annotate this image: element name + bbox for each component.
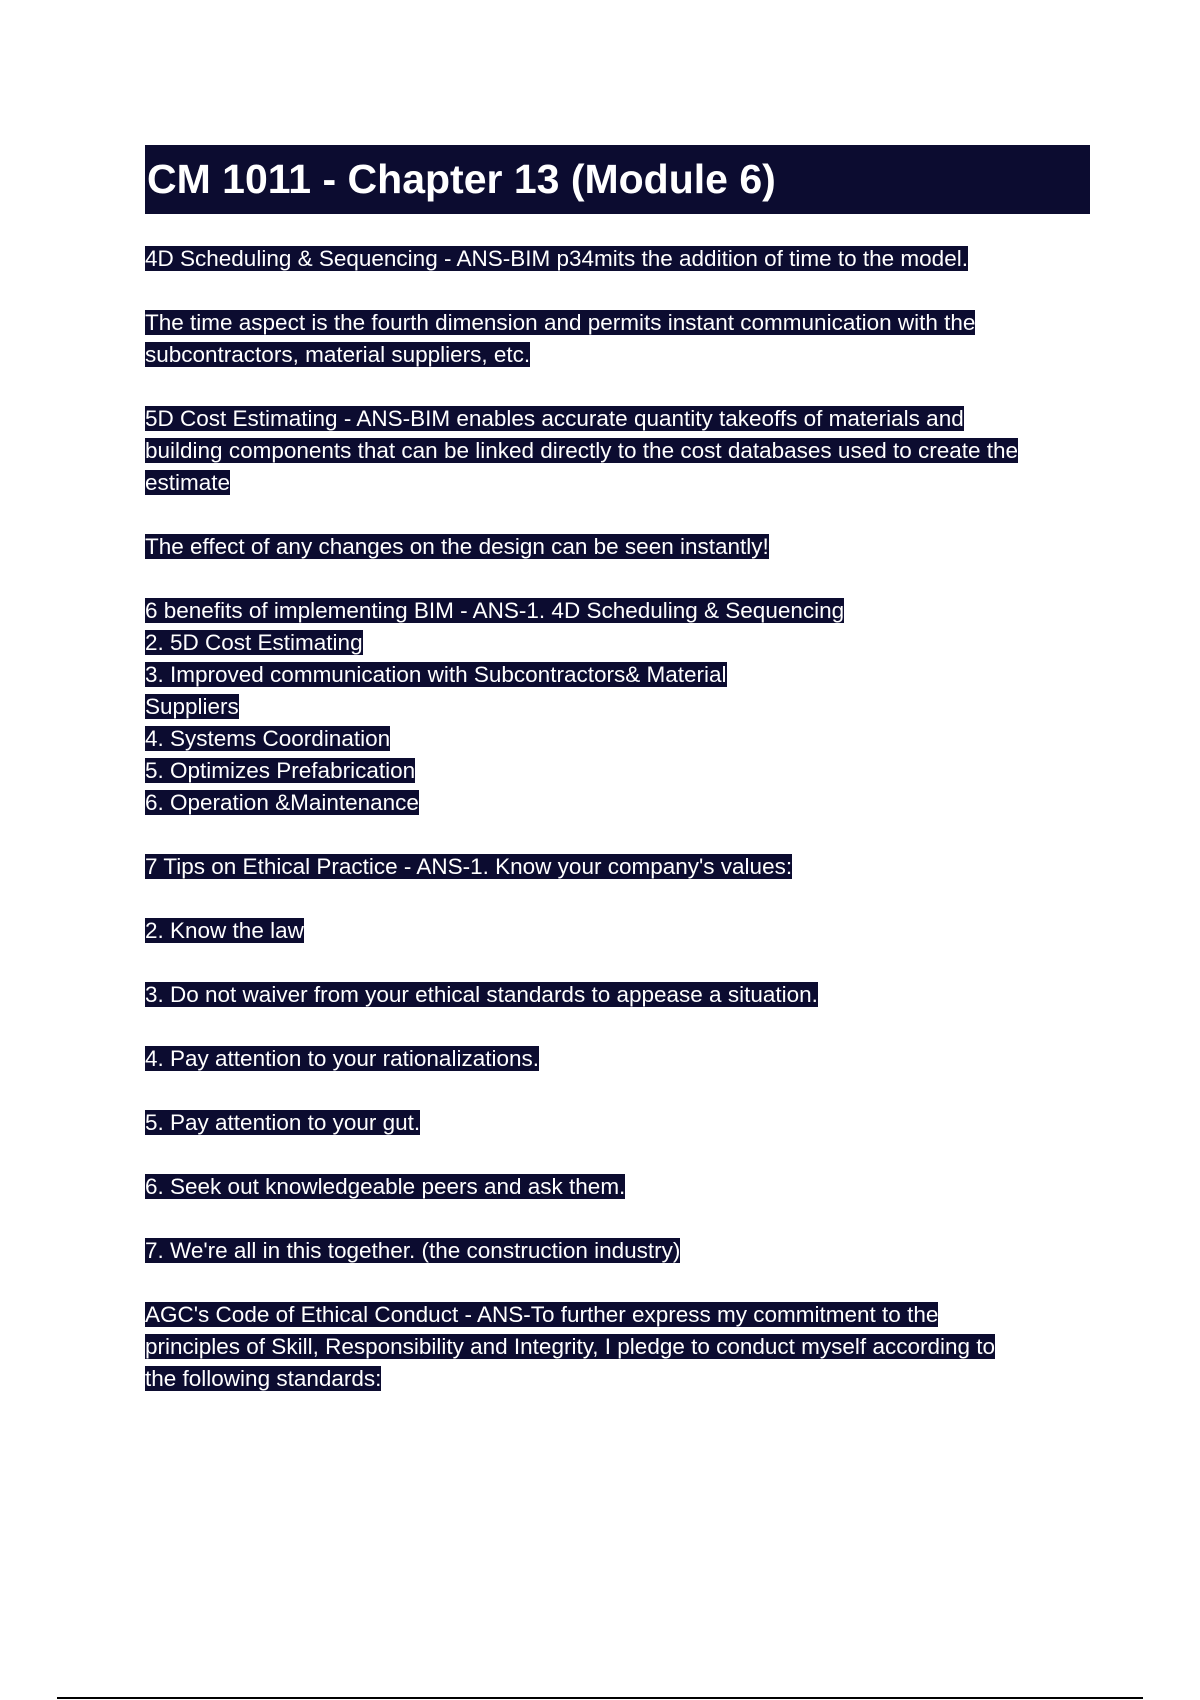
paragraph: [145, 595, 1105, 819]
text-line: [145, 243, 1105, 275]
text-line: [145, 915, 1105, 947]
paragraph: [145, 1171, 1105, 1203]
text-line: [145, 307, 1105, 339]
paragraph: [145, 307, 1105, 371]
highlighted-text: 2. Know the law: [145, 918, 304, 943]
paragraph: [145, 531, 1105, 563]
highlighted-text: 6. Operation &Maintenance: [145, 790, 419, 815]
highlighted-text: AGC's Code of Ethical Conduct - ANS-To further express my commitment to the: [145, 1302, 939, 1327]
text-line: [145, 979, 1105, 1011]
highlighted-text: 4. Pay attention to your rationalizations.: [145, 1046, 539, 1071]
text-line: [145, 691, 1105, 723]
highlighted-text: 5. Pay attention to your gut.: [145, 1110, 421, 1135]
text-line: [145, 1363, 1105, 1395]
text-line: [145, 1235, 1105, 1267]
paragraph: [145, 1043, 1105, 1075]
highlighted-text: 7. We're all in this together. (the construction industry): [145, 1238, 681, 1263]
text-line: [145, 659, 1105, 691]
text-line: [145, 627, 1105, 659]
paragraph: [145, 243, 1105, 275]
highlighted-text: 3. Do not waiver from your ethical standards to appease a situation.: [145, 982, 818, 1007]
text-line: [145, 1043, 1105, 1075]
highlighted-text: building components that can be linked directly to the cost databases used to create the: [145, 438, 1019, 463]
highlighted-text: Suppliers: [145, 694, 239, 719]
highlighted-text: 4. Systems Coordination: [145, 726, 391, 751]
text-line: [145, 1331, 1105, 1363]
highlighted-text: The effect of any changes on the design can be seen instantly!: [145, 534, 769, 559]
text-line: [145, 723, 1105, 755]
paragraph: [145, 1235, 1105, 1267]
page-bottom-rule: [57, 1697, 1143, 1699]
paragraph: [145, 403, 1105, 499]
highlighted-text: principles of Skill, Responsibility and Integrity, I pledge to conduct myself according to: [145, 1334, 996, 1359]
highlighted-text: subcontractors, material suppliers, etc.: [145, 342, 531, 367]
highlighted-text: 5D Cost Estimating - ANS-BIM enables accurate quantity takeoffs of materials and: [145, 406, 964, 431]
text-line: [145, 595, 1105, 627]
text-line: [145, 1171, 1105, 1203]
text-line: [145, 755, 1105, 787]
text-line: [145, 787, 1105, 819]
paragraph: [145, 1107, 1105, 1139]
text-line: [145, 851, 1105, 883]
highlighted-text: 7 Tips on Ethical Practice - ANS-1. Know your company's values:: [145, 854, 793, 879]
paragraph: [145, 851, 1105, 883]
text-line: [145, 467, 1105, 499]
title-bar: [145, 145, 1090, 214]
paragraph: [145, 915, 1105, 947]
highlighted-text: 3. Improved communication with Subcontractors& Material: [145, 662, 727, 687]
page-title: CM 1011 - Chapter 13 (Module 6): [147, 156, 776, 202]
text-line: [145, 1299, 1105, 1331]
highlighted-text: the following standards:: [145, 1366, 382, 1391]
paragraph: [145, 1299, 1105, 1395]
text-line: [145, 403, 1105, 435]
text-line: [145, 435, 1105, 467]
highlighted-text: estimate: [145, 470, 231, 495]
highlighted-text: 2. 5D Cost Estimating: [145, 630, 363, 655]
highlighted-text: 4D Scheduling & Sequencing - ANS-BIM p34mits the addition of time to the model.: [145, 246, 968, 271]
document-body: [145, 243, 1105, 1395]
text-line: [145, 1107, 1105, 1139]
text-line: [145, 339, 1105, 371]
highlighted-text: 6. Seek out knowledgeable peers and ask them.: [145, 1174, 626, 1199]
highlighted-text: The time aspect is the fourth dimension and permits instant communication with the: [145, 310, 976, 335]
text-line: [145, 531, 1105, 563]
highlighted-text: 5. Optimizes Prefabrication: [145, 758, 416, 783]
highlighted-text: 6 benefits of implementing BIM - ANS-1. 4D Scheduling & Sequencing: [145, 598, 845, 623]
paragraph: [145, 979, 1105, 1011]
